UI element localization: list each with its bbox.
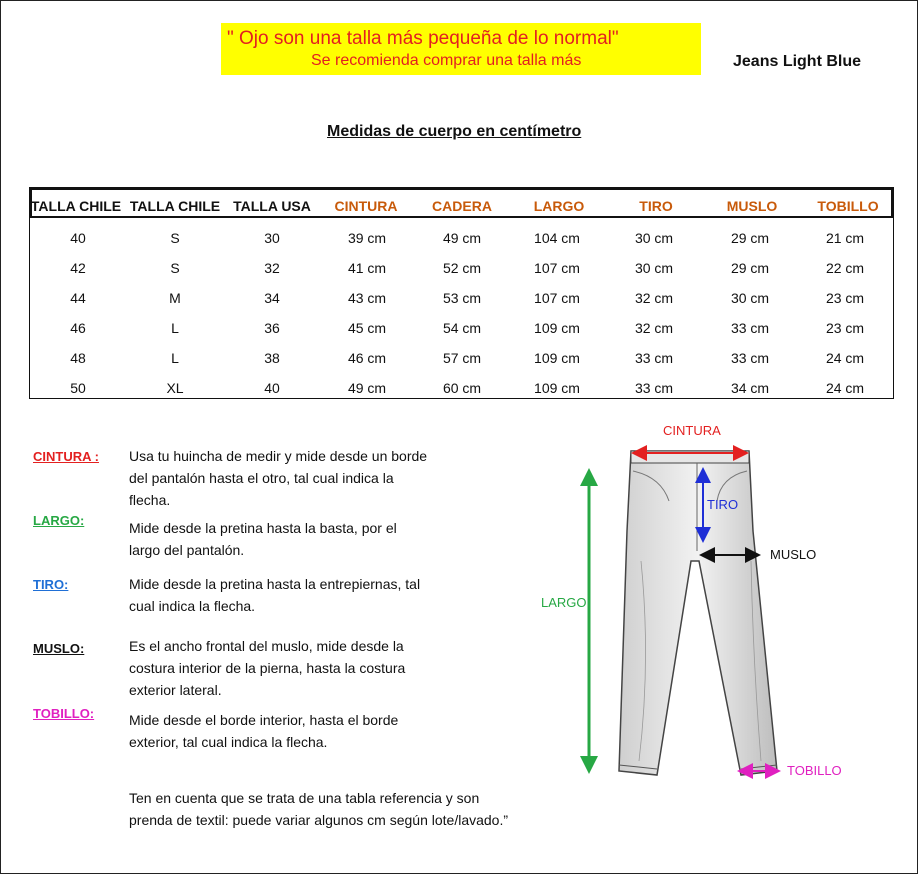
cell-cintura: 45 cm	[347, 320, 387, 336]
desc-largo: Mide desde la pretina hasta la basta, por el largo del pantalón.	[129, 520, 397, 558]
cell-talla-usa: 32	[264, 260, 280, 276]
cell-cintura: 39 cm	[347, 230, 387, 246]
cell-tobillo: 21 cm	[825, 230, 865, 246]
cell-talla-usa: 38	[264, 350, 280, 366]
cell-talla-usa: 30	[264, 230, 280, 246]
cell-tiro: 32 cm	[634, 320, 674, 336]
cell-muslo: 33 cm	[730, 350, 770, 366]
cell-tobillo: 23 cm	[825, 290, 865, 306]
product-name: Jeans Light Blue	[733, 53, 862, 70]
table-header-row	[30, 188, 893, 218]
warning-line-1: " Ojo son una talla más pequeña de lo normal"	[227, 28, 619, 49]
header-tobillo: TOBILLO	[817, 198, 879, 214]
cell-cadera: 60 cm	[442, 380, 482, 396]
cell-talla-chile-num: 40	[70, 230, 86, 246]
cell-talla-usa: 34	[264, 290, 280, 306]
header-muslo: MUSLO	[726, 198, 778, 214]
cell-cadera: 53 cm	[442, 290, 482, 306]
warning-line-2: Se recomienda comprar una talla más	[311, 52, 582, 69]
cell-tobillo: 24 cm	[825, 380, 865, 396]
header-talla-usa: TALLA USA	[233, 198, 311, 214]
cell-largo: 107 cm	[534, 260, 580, 276]
cell-tiro: 32 cm	[634, 290, 674, 306]
header-tiro: TIRO	[639, 198, 673, 214]
cell-talla-chile-num: 42	[70, 260, 86, 276]
cell-largo: 104 cm	[534, 230, 580, 246]
header-talla-chile-2: TALLA CHILE	[129, 198, 221, 214]
desc-tobillo: Mide desde el borde interior, hasta el borde exterior, tal cual indica la flecha.	[129, 712, 399, 750]
cell-talla-chile-letter: S	[170, 230, 180, 246]
cell-muslo: 29 cm	[730, 230, 770, 246]
cell-talla-chile-num: 46	[70, 320, 86, 336]
desc-tiro: Mide desde la pretina hasta la entrepiernas, tal cual indica la flecha.	[129, 576, 421, 614]
cell-cadera: 52 cm	[442, 260, 482, 276]
header-talla-chile-1: TALLA CHILE	[30, 198, 122, 214]
cell-largo: 107 cm	[534, 290, 580, 306]
diagram-label-muslo: MUSLO	[770, 547, 817, 562]
jeans-diagram	[521, 411, 901, 811]
cell-cintura: 46 cm	[347, 350, 387, 366]
desc-muslo: Es el ancho frontal del muslo, mide desde la costura interior de la pierna, hasta la costura exterior lateral.	[129, 638, 406, 698]
cell-muslo: 34 cm	[730, 380, 770, 396]
cell-largo: 109 cm	[534, 350, 580, 366]
cell-tobillo: 22 cm	[825, 260, 865, 276]
term-tobillo: TOBILLO:	[33, 706, 95, 721]
cell-tiro: 33 cm	[634, 350, 674, 366]
cell-talla-chile-letter: M	[169, 290, 181, 306]
cell-largo: 109 cm	[534, 320, 580, 336]
cell-cadera: 54 cm	[442, 320, 482, 336]
cell-talla-chile-num: 44	[70, 290, 86, 306]
diagram-label-tiro: TIRO	[707, 497, 739, 512]
cell-cintura: 41 cm	[347, 260, 387, 276]
disclaimer-note: Ten en cuenta que se trata de una tabla referencia y son prenda de textil: puede variar algunos cm según lote/lavado.”	[129, 790, 509, 828]
cell-talla-chile-letter: L	[171, 350, 179, 366]
size-table	[29, 187, 894, 399]
cell-muslo: 29 cm	[730, 260, 770, 276]
cell-cintura: 49 cm	[347, 380, 387, 396]
table-title: Medidas de cuerpo en centímetro	[327, 123, 582, 140]
diagram-label-largo: LARGO	[541, 595, 587, 610]
cell-talla-usa: 36	[264, 320, 280, 336]
term-muslo: MUSLO:	[33, 641, 85, 656]
cell-talla-chile-num: 48	[70, 350, 86, 366]
cell-tiro: 30 cm	[634, 230, 674, 246]
diagram-label-cintura: CINTURA	[663, 423, 721, 438]
cell-tiro: 33 cm	[634, 380, 674, 396]
cell-talla-chile-letter: L	[171, 320, 179, 336]
header-cadera: CADERA	[432, 198, 492, 214]
cell-tiro: 30 cm	[634, 260, 674, 276]
desc-cintura: Usa tu huincha de medir y mide desde un borde del pantalón hasta el otro, tal cual indica la flecha.	[129, 448, 428, 508]
cell-muslo: 30 cm	[730, 290, 770, 306]
cell-talla-chile-num: 50	[70, 380, 86, 396]
jeans-illustration	[619, 451, 777, 775]
term-cintura: CINTURA :	[33, 449, 99, 464]
cell-cintura: 43 cm	[347, 290, 387, 306]
diagram-label-tobillo: TOBILLO	[787, 763, 842, 778]
term-largo: LARGO:	[33, 513, 85, 528]
cell-muslo: 33 cm	[730, 320, 770, 336]
cell-talla-usa: 40	[264, 380, 280, 396]
header-largo: LARGO	[533, 198, 585, 214]
cell-talla-chile-letter: XL	[166, 380, 184, 396]
cell-cadera: 57 cm	[442, 350, 482, 366]
term-tiro: TIRO:	[33, 577, 69, 592]
cell-tobillo: 24 cm	[825, 350, 865, 366]
cell-talla-chile-letter: S	[170, 260, 180, 276]
cell-tobillo: 23 cm	[825, 320, 865, 336]
cell-cadera: 49 cm	[442, 230, 482, 246]
header-cintura: CINTURA	[334, 198, 398, 214]
cell-largo: 109 cm	[534, 380, 580, 396]
